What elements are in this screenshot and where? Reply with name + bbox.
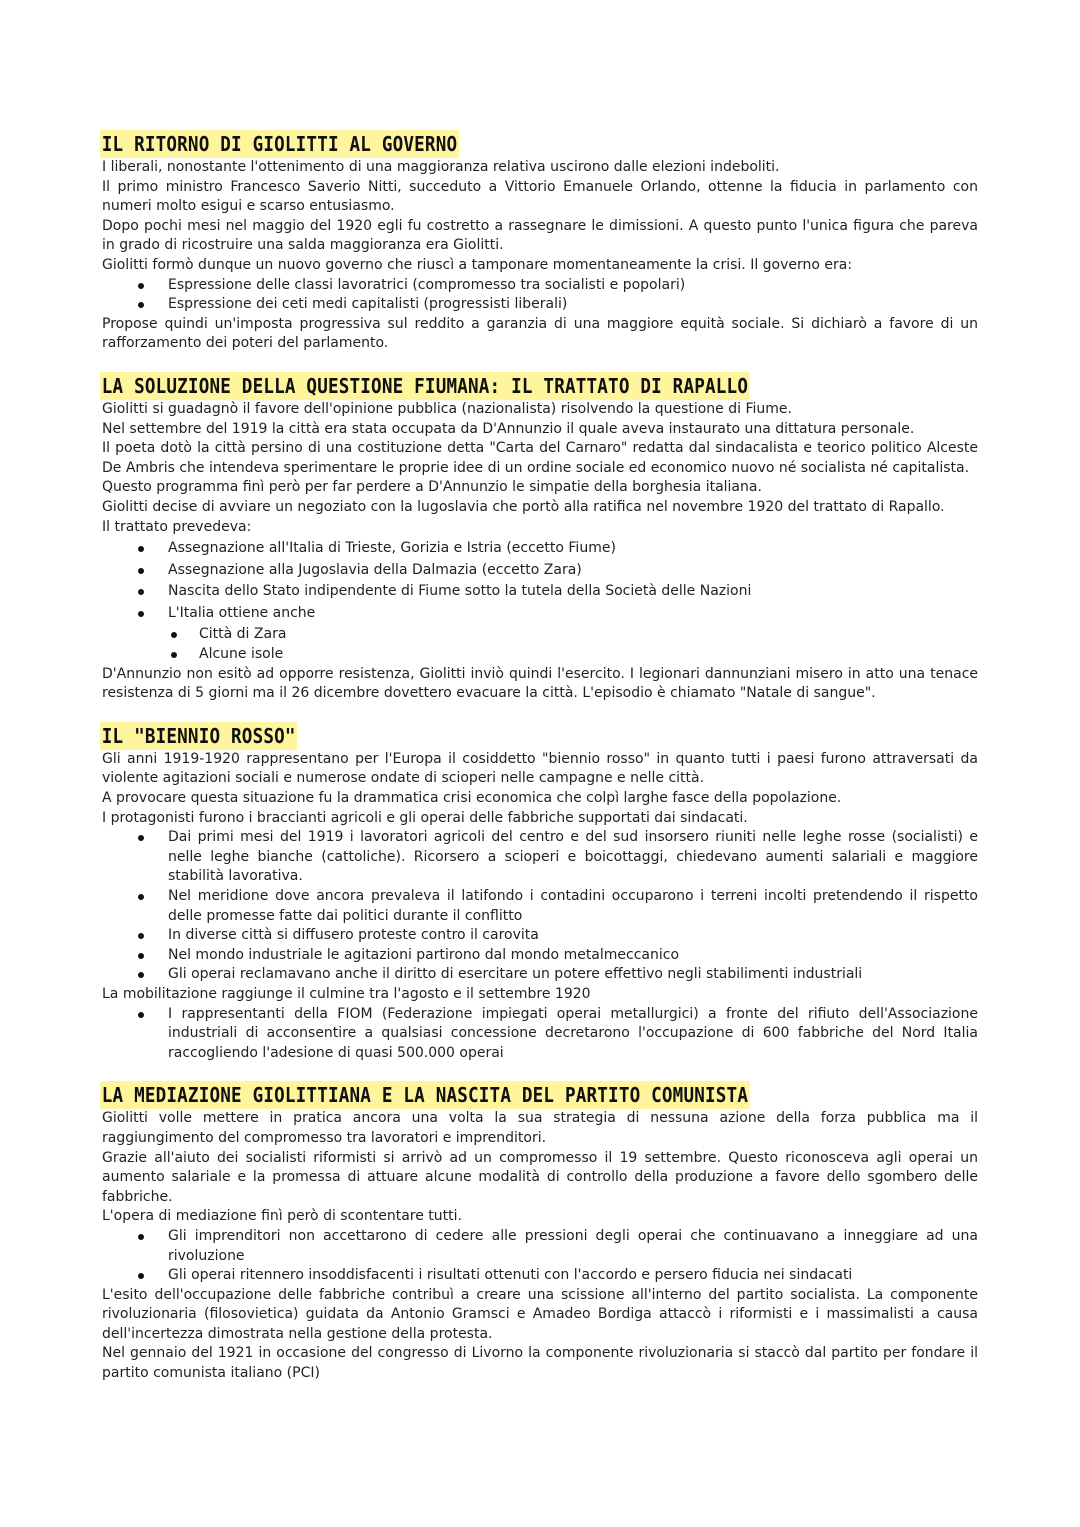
paragraph: Questo programma finì però per far perdere a D'Annunzio le simpatie della borghesia italiana. bbox=[102, 479, 762, 496]
list-item: Nascita dello Stato indipendente di Fiume sotto la tutela della Società delle Nazioni bbox=[102, 582, 978, 602]
sub-bullet-list bbox=[102, 625, 978, 664]
bullet-list bbox=[102, 276, 978, 315]
list-item: Gli operai reclamavano anche il diritto di esercitare un potere effettivo negli stabilimenti industriali bbox=[102, 965, 978, 985]
section-heading: LA MEDIAZIONE GIOLITTIANA E LA NASCITA DEL PARTITO COMUNISTA bbox=[101, 1083, 749, 1108]
sub-list-item: Alcune isole bbox=[102, 645, 978, 665]
paragraph: Dopo pochi mesi nel maggio del 1920 egli fu costretto a rassegnare le dimissioni. A questo punto l'unica figura che pareva in grado di ricostruire una salda maggioranza era Giolitti. bbox=[102, 217, 978, 254]
paragraph: Propose quindi un'imposta progressiva sul reddito a garanzia di una maggiore equità sociale. Si dichiarò a favore di un rafforzamento dei poteri del parlamento. bbox=[102, 315, 978, 352]
paragraph: Nel settembre del 1919 la città era stata occupata da D'Annunzio il quale aveva instaurato una dittatura personale. bbox=[102, 420, 915, 437]
section-biennio-rosso bbox=[102, 720, 978, 1064]
paragraph: Il primo ministro Francesco Saverio Nitti, succeduto a Vittorio Emanuele Orlando, ottenne la fiducia in parlamento con numeri molto esigui e scarso entusiasmo. bbox=[102, 178, 978, 215]
list-item: I rappresentanti della FIOM (Federazione impiegati operai metallurgici) a fronte del rifiuto dell'Associazione industriali di acconsentire a qualsiasi concessione decretarono l'occupazione di 600 fabbriche del Nord Italia raccogliendo l'adesione di quasi 500.000 operai bbox=[102, 1005, 978, 1064]
list-item: Espressione delle classi lavoratrici (compromesso tra socialisti e popolari) bbox=[102, 276, 978, 296]
paragraph: D'Annunzio non esitò ad opporre resistenza, Giolitti inviò quindi l'esercito. I legionari dannunziani misero in atto una tenace resistenza di 5 giorni ma il 26 dicembre dovettero evacuare la città. L'episodio è chiamato "Natale di sangue". bbox=[102, 665, 978, 702]
paragraph: L'esito dell'occupazione delle fabbriche contribuì a creare una scissione all'interno del partito socialista. La componente rivoluzionaria (filosovietica) guidata da Antonio Gramsci e Amadeo Bordiga attaccò i riformisti e i massimalisti a causa dell'incertezza dimostrata nella gestione della protesta. bbox=[102, 1286, 978, 1342]
section-heading: IL RITORNO DI GIOLITTI AL GOVERNO bbox=[101, 132, 458, 156]
paragraph: Giolitti si guadagnò il favore dell'opinione pubblica (nazionalista) risolvendo la questione di Fiume. bbox=[102, 400, 792, 417]
list-item: Espressione dei ceti medi capitalisti (progressisti liberali) bbox=[102, 295, 978, 315]
paragraph: I protagonisti furono i braccianti agricoli e gli operai delle fabbriche supportati dai sindacati. bbox=[102, 809, 748, 826]
section-heading: LA SOLUZIONE DELLA QUESTIONE FIUMANA: IL TRATTATO DI RAPALLO bbox=[101, 373, 749, 398]
paragraph: Giolitti decise di avviare un negoziato con la lugoslavia che portò alla ratifica nel novembre 1920 del trattato di Rapallo. bbox=[102, 498, 945, 515]
list-item: L'Italia ottiene anche bbox=[102, 604, 978, 624]
paragraph: Giolitti formò dunque un nuovo governo che riuscì a tamponare momentaneamente la crisi. Il governo era: bbox=[102, 256, 853, 273]
section-questione-fiumana bbox=[102, 370, 978, 704]
paragraph: Giolitti volle mettere in pratica ancora una volta la sua strategia di nessuna azione della forza pubblica ma il raggiungimento del compromesso tra lavoratori e imprenditori. bbox=[102, 1110, 978, 1146]
paragraph: Il trattato prevedeva: bbox=[102, 518, 252, 535]
paragraph: L'opera di mediazione finì però di scontentare tutti. bbox=[102, 1208, 462, 1225]
paragraph: La mobilitazione raggiunge il culmine tra l'agosto e il settembre 1920 bbox=[102, 985, 591, 1002]
section-giolitti-ritorno bbox=[102, 128, 978, 354]
list-item: Dai primi mesi del 1919 i lavoratori agricoli del centro e del sud insorsero riuniti nelle leghe rosse (socialisti) e nelle leghe bianche (cattoliche). Ricorsero a scioperi e boicottaggi, chiedevano aumenti salariali e maggiore stabilità lavorativa. bbox=[102, 828, 978, 887]
paragraph: A provocare questa situazione fu la drammatica crisi economica che colpì larghe fasce della popolazione. bbox=[102, 790, 842, 807]
bullet-list bbox=[102, 1227, 978, 1286]
bullet-list bbox=[102, 828, 978, 985]
list-item: Assegnazione all'Italia di Trieste, Gorizia e Istria (eccetto Fiume) bbox=[102, 539, 978, 559]
paragraph: Nel gennaio del 1921 in occasione del congresso di Livorno la componente rivoluzionaria si staccò dal partito per fondare il partito comunista italiano (PCI) bbox=[102, 1345, 978, 1382]
list-item: Assegnazione alla Jugoslavia della Dalmazia (eccetto Zara) bbox=[102, 561, 978, 581]
section-heading: IL "BIENNIO ROSSO" bbox=[101, 723, 296, 748]
bullet-list bbox=[102, 1005, 978, 1064]
list-item: Nel mondo industriale le agitazioni partirono dal mondo metalmeccanico bbox=[102, 946, 978, 966]
section-mediazione-giolittiana bbox=[102, 1079, 978, 1383]
document-page bbox=[102, 128, 978, 1400]
sub-list-item: Città di Zara bbox=[102, 625, 978, 645]
paragraph: Il poeta dotò la città persino di una costituzione detta "Carta del Carnaro" redatta dal sindacalista e teorico politico Alceste De Ambris che intendeva sperimentare le proprie idee di un ordine sociale ed economico nuovo né socialista né capitalista. bbox=[102, 440, 978, 476]
paragraph: Grazie all'aiuto dei socialisti riformisti si arrivò ad un compromesso il 19 settembre. Questo riconosceva agli operai un aumento salariale e la promessa di attuare alcune modalità di controllo della produzione a favore dello sgombero delle fabbriche. bbox=[102, 1149, 978, 1205]
list-item: In diverse città si diffusero proteste contro il carovita bbox=[102, 926, 978, 946]
list-item: Gli operai ritennero insoddisfacenti i risultati ottenuti con l'accordo e persero fiducia nei sindacati bbox=[102, 1266, 978, 1286]
paragraph: Gli anni 1919-1920 rappresentano per l'Europa il cosiddetto "biennio rosso" in quanto tutti i paesi furono attraversati da violente agitazioni sociali e numerose ondate di scioperi nelle campagne e nelle città. bbox=[102, 750, 978, 787]
list-item: Nel meridione dove ancora prevaleva il latifondo i contadini occuparono i terreni incolti pretendendo il rispetto delle promesse fatte dai politici durante il conflitto bbox=[102, 887, 978, 926]
bullet-list bbox=[102, 539, 978, 623]
paragraph: I liberali, nonostante l'ottenimento di una maggioranza relativa uscirono dalle elezioni indeboliti. bbox=[102, 159, 780, 175]
list-item: Gli imprenditori non accettarono di cedere alle pressioni degli operai che continuavano a inneggiare ad una rivoluzione bbox=[102, 1227, 978, 1266]
